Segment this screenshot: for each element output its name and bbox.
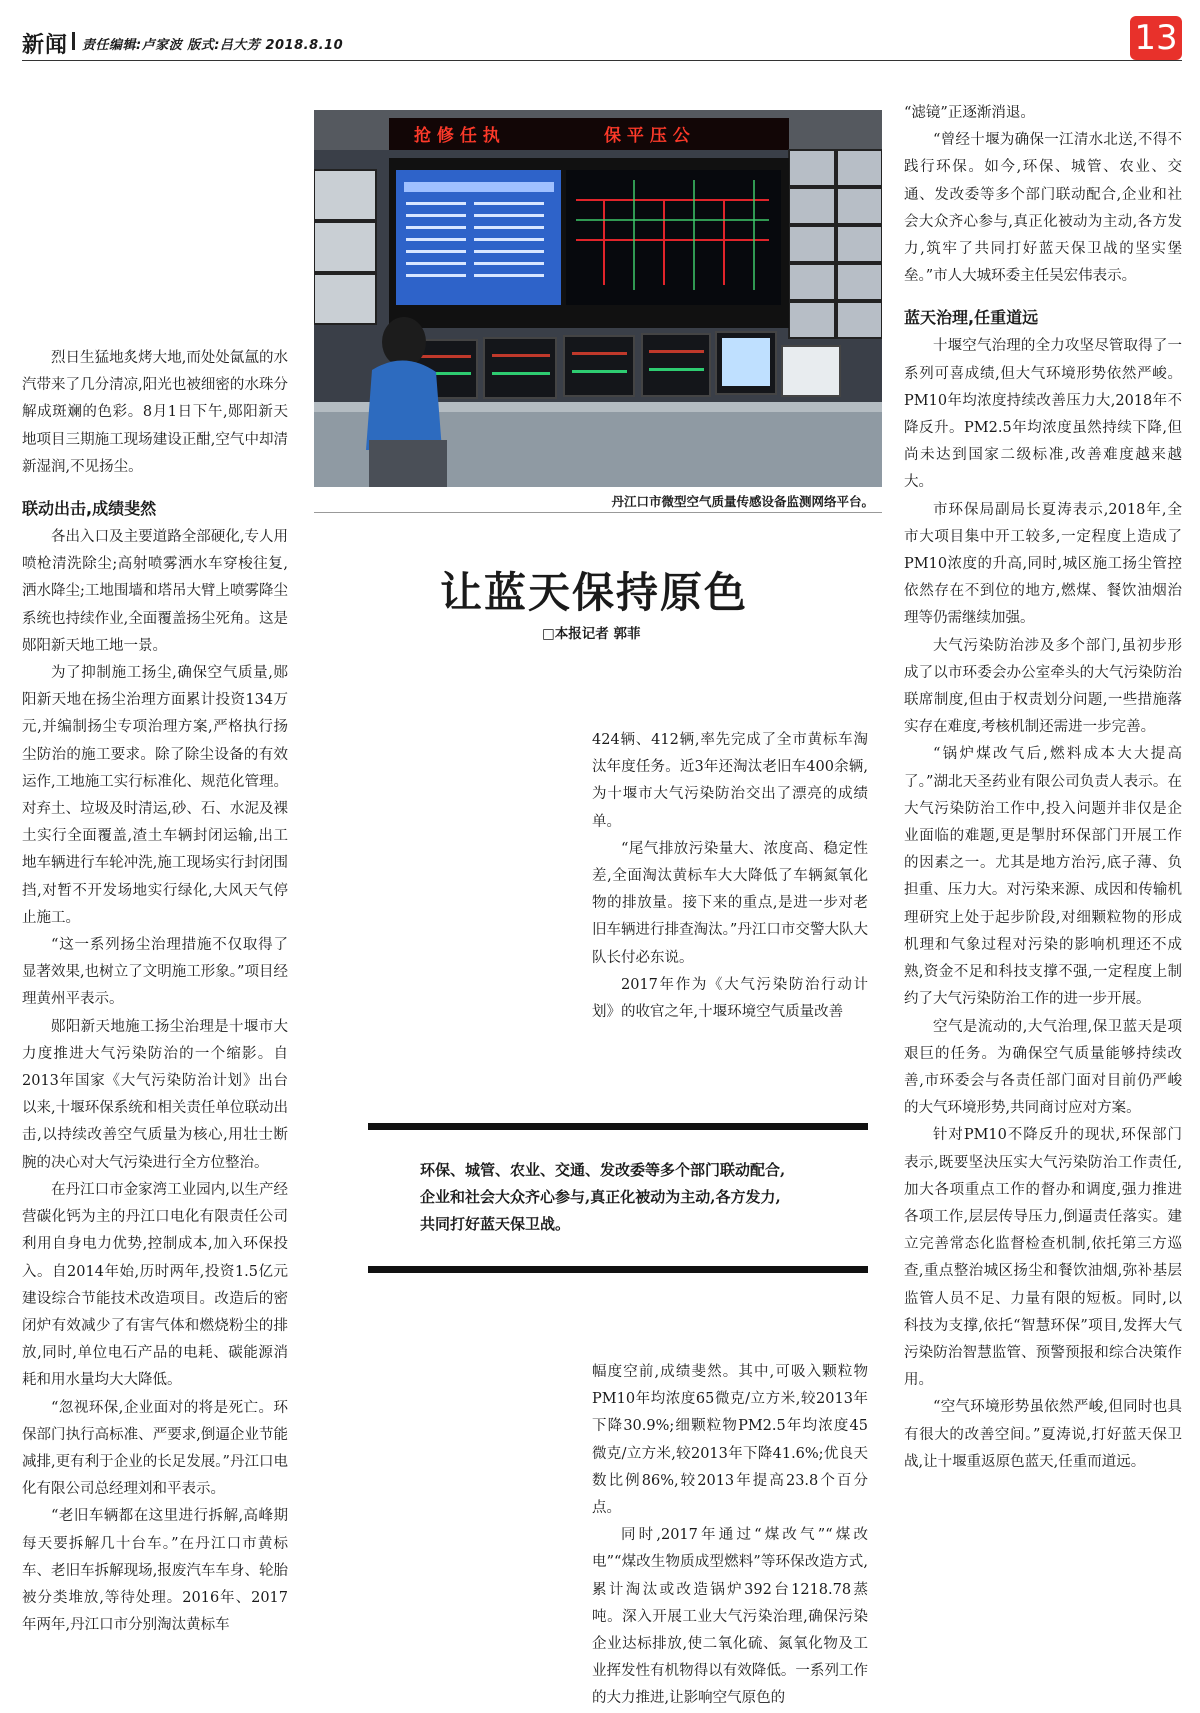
paragraph: 郧阳新天地施工扬尘治理是十堰市大力度推进大气污染防治的一个缩影。自2013年国家《大气污染防治计划》出台以来,十堰环保系统和相关责任单位联动出击,以持续改善空气质量为核心,用壮士断腕的决心对大气污染进行全方位整治。 [22, 1018, 288, 1171]
article-column-middle-bottom [592, 1359, 868, 1713]
paragraph: “这一系列扬尘治理措施不仅取得了显著效果,也树立了文明施工形象。”项目经理黄州平表示。 [22, 937, 288, 1008]
led-banner-right: 保 平 压 公 [604, 126, 690, 146]
paragraph: “空气环境形势虽依然严峻,但同时也具有很大的改善空间。”夏涛说,打好蓝天保卫战,让十堰重返原色蓝天,任重而道远。 [904, 1399, 1182, 1470]
paragraph: 2017年作为《大气污染防治行动计划》的收官之年,十堰环境空气质量改善 [592, 976, 868, 1021]
header-meta: 责任编辑:卢家波 版式:吕大芳 2018.8.10 [82, 38, 344, 53]
control-room-photo [314, 110, 882, 487]
header-rule [22, 60, 1182, 61]
pull-quote-line: 企业和社会大众齐心参与,真正化被动为主动,各方发力, [420, 1188, 781, 1206]
paragraph: “尾气排放污染量大、浓度高、稳定性差,全面淘汰黄标车大大降低了车辆氮氧化物的排放量。接下来的重点,是进一步对老旧车辆进行排查淘汰。”丹江口市交警大队大队长付必东说。 [592, 840, 868, 966]
paragraph: 幅度空前,成绩斐然。其中,可吸入颗粒物PM10年均浓度65微克/立方米,较2013年下降30.9%;细颗粒物PM2.5年均浓度45微克/立方米,较2013年下降41.6%;优良天数比例86%,较2013年提高23.8个百分点。 [592, 1364, 868, 1517]
paragraph: 在丹江口市金家湾工业园内,以生产经营碳化钙为主的丹江口电化有限责任公司利用自身电力优势,控制成本,加入环保投入。自2014年始,历时两年,投资1.5亿元建设综合节能技术改造项目。改造后的密闭炉有效减少了有害气体和燃烧粉尘的排放,同时,单位电石产品的电耗、碳能源消耗和用水量均大大降低。 [22, 1181, 288, 1389]
article-column-right [904, 100, 1182, 1476]
article-byline: □本报记者 郭菲 [542, 626, 641, 642]
pull-quote-rule-top [368, 1123, 868, 1130]
photo-caption: 丹江口市微型空气质量传感设备监测网络平台。 [611, 494, 874, 509]
paragraph: 市环保局副局长夏涛表示,2018年,全市大项目集中开工较多,一定程度上造成了PM10浓度的升高,同时,城区施工扬尘管控依然存在不到位的地方,燃煤、餐饮油烟治理等仍需继续加强。 [904, 501, 1182, 627]
page-number-badge: 13 [1130, 16, 1182, 60]
article-column-left [22, 345, 288, 1639]
paragraph: 大气污染防治涉及多个部门,虽初步形成了以市环委会办公室牵头的大气污染防治联席制度,但由于权责划分问题,一些措施落实存在难度,考核机制还需进一步完善。 [904, 637, 1182, 736]
page-header [22, 28, 1182, 60]
subheading: 联动出击,成绩斐然 [22, 499, 157, 519]
paragraph: 针对PM10不降反升的现状,环保部门表示,既要坚決压实大气污染防治工作责任,加大各项重点工作的督办和调度,强力推进各项工作,层层传导压力,倒逼责任落实。建立完善常态化监督检查机制,依托第三方巡查,重点整治城区扬尘和餐饮油烟,弥补基层监管人员不足、力量有限的短板。同时,以科技为支撑,依托“智慧环保”项目,发挥大气污染防治智慧监管、预警预报和综合决策作用。 [904, 1127, 1182, 1389]
paragraph: 烈日生猛地炙烤大地,而处处氤氲的水汽带来了几分清凉,阳光也被细密的水珠分解成斑斓的色彩。8月1日下午,郧阳新天地项目三期施工现场建设正酣,空气中却清新湿润,不见扬尘。 [22, 350, 288, 475]
caption-rule [314, 512, 882, 513]
paragraph: 各出入口及主要道路全部硬化,专人用喷枪清洗除尘;高射喷雾洒水车穿梭往复,洒水降尘;工地围墙和塔吊大臂上喷雾降尘系统也持续作业,全面覆盖扬尘死角。这是郧阳新天地工地一景。 [22, 529, 288, 654]
pull-quote-line: 环保、城管、农业、交通、发改委等多个部门联动配合, [420, 1161, 786, 1179]
subheading: 蓝天治理,任重道远 [904, 308, 1039, 328]
paragraph: 空气是流动的,大气治理,保卫蓝天是项艰巨的任务。为确保空气质量能够持续改善,市环委会与各责任部门面对目前仍严峻的大气环境形势,共同商讨应对方案。 [904, 1018, 1182, 1117]
pull-quote [420, 1157, 840, 1238]
paragraph: “老旧车辆都在这里进行拆解,高峰期每天要拆解几十台车。”在丹江口市黄标车、老旧车拆解现场,报废汽车车身、轮胎被分类堆放,等待处理。2016年、2017年两年,丹江口市分别淘汰黄标车 [22, 1508, 288, 1634]
header-separator [72, 32, 75, 50]
paragraph: “滤镜”正逐渐消退。 [904, 105, 1035, 121]
pull-quote-line: 共同打好蓝天保卫战。 [420, 1215, 571, 1233]
paragraph: “锅炉煤改气后,燃料成本大大提高了。”湖北天圣药业有限公司负责人表示。在大气污染防治工作中,投入问题并非仅是企业面临的难题,更是掣肘环保部门开展工作的因素之一。尤其是地方治污,底子薄、负担重、压力大。对污染来源、成因和传输机理研究上处于起步阶段,对细颗粒物的形成机理和气象过程对污染的影响机理还不成熟,资金不足和科技支撑不强,一定程度上制约了大气污染防治工作的进一步开展。 [904, 746, 1182, 1008]
article-column-middle-top [592, 727, 868, 1026]
paragraph: “忽视环保,企业面对的将是死亡。环保部门执行高标准、严要求,倒逼企业节能减排,更有利于企业的长足发展。”丹江口电化有限公司总经理刘和平表示。 [22, 1399, 288, 1498]
section-name: 新闻 [22, 33, 69, 58]
paragraph: 为了抑制施工扬尘,确保空气质量,郧阳新天地在扬尘治理方面累计投资134万元,并编制扬尘专项治理方案,严格执行扬尘防治的施工要求。除了除尘设备的有效运作,工地施工实行标准化、规范化管理。对弃土、垃圾及时清运,砂、石、水泥及裸土实行全面覆盖,渣土车辆封闭运输,出工地车辆进行车轮冲洗,施工现场实行封闭围挡,对暂不开发场地实行绿化,大风天气停止施工。 [22, 665, 288, 926]
paragraph: 十堰空气治理的全力攻坚尽管取得了一系列可喜成绩,但大气环境形势依然严峻。PM10年均浓度持续改善压力大,2018年不降反升。PM2.5年均浓度虽然持续下降,但尚未达到国家二级标准,改善难度越来越大。 [904, 338, 1182, 491]
paragraph: “曾经十堰为确保一江清水北送,不得不践行环保。如今,环保、城管、农业、交通、发改委等多个部门联动配合,企业和社会大众齐心参与,真正化被动为主动,各方发力,筑牢了共同打好蓝天保卫战的坚实堡垒。”市人大城环委主任吴宏伟表示。 [904, 132, 1182, 285]
paragraph: 同时,2017年通过“煤改气”“煤改电”“煤改生物质成型燃料”等环保改造方式,累计淘汰或改造锅炉392台1218.78蒸吨。深入开展工业大气污染治理,确保污染企业达标排放,使二氧化硫、氮氧化物及工业挥发性有机物得以有效降低。一系列工作的大力推进,让影响空气原色的 [592, 1527, 868, 1707]
paragraph: 424辆、412辆,率先完成了全市黄标车淘汰年度任务。近3年还淘汰老旧车400余辆,为十堰市大气污染防治交出了漂亮的成绩单。 [592, 732, 868, 830]
led-banner-left: 抢 修 任 执 [414, 126, 500, 146]
pull-quote-rule-bottom [368, 1266, 868, 1273]
article-headline: 让蓝天保持原色 [440, 568, 749, 617]
